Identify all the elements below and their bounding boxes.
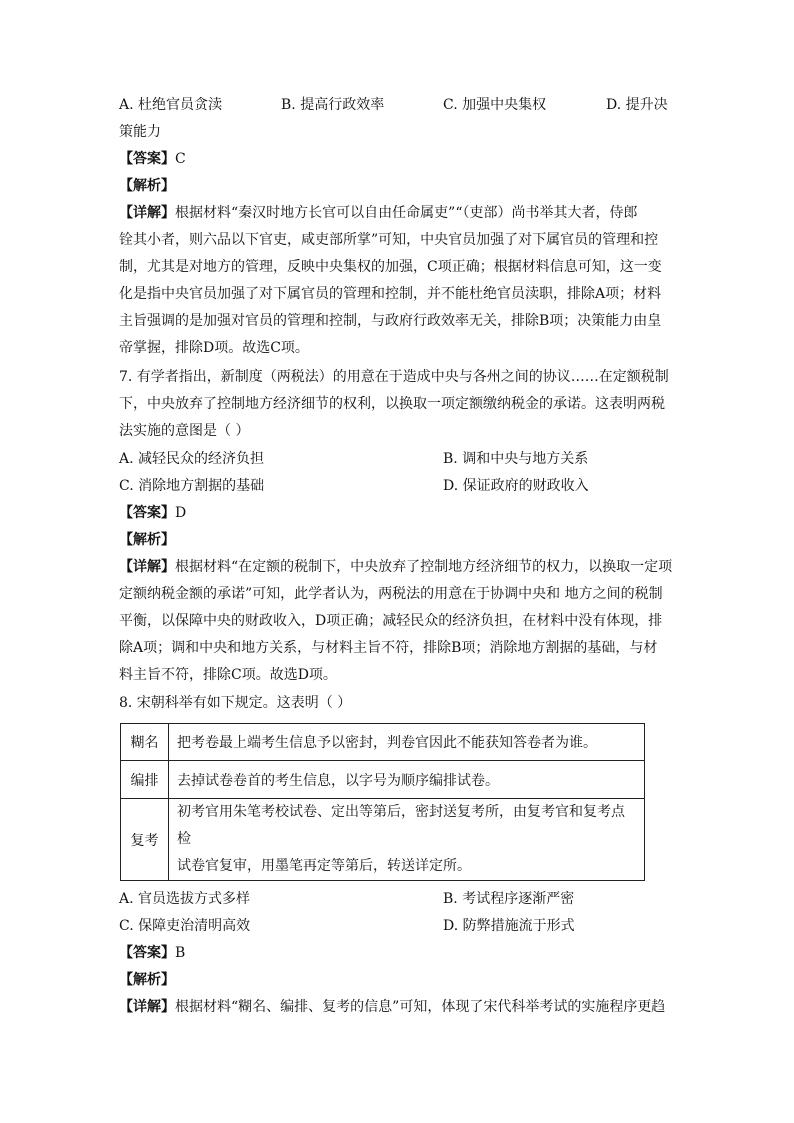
answer-value: B xyxy=(175,945,186,961)
answer-value: D xyxy=(175,505,187,521)
q7-option-b: B. 调和中央与地方关系 xyxy=(443,451,589,467)
q7-option-c: C. 消除地方割据的基础 xyxy=(119,478,265,494)
table-row xyxy=(121,761,645,799)
q8-option-c: C. 保障吏治清明高效 xyxy=(119,918,251,934)
q6-answer xyxy=(119,148,675,170)
detail-tag: 【详解】 xyxy=(119,559,175,575)
q7-stem-line-2: 下，中央放弃了控制地方经济细节的权利，以换取一项定额缴纳税金的承诺。这表明两税 xyxy=(119,396,665,412)
table-label-cell: 编排 xyxy=(121,761,169,799)
q7-analysis-tag: 【解析】 xyxy=(119,532,175,548)
q6-option-d: D. 提升决 xyxy=(606,97,668,113)
q8-answer xyxy=(119,942,675,964)
detail-tag: 【详解】 xyxy=(119,205,175,221)
table-label-cell: 复考 xyxy=(121,799,169,881)
q6-detail-line-5: 主旨强调的是加强对官员的管理和控制，与政府行政效率无关，排除B项；决策能力由皇 xyxy=(119,313,662,329)
q7-option-d: D. 保证政府的财政收入 xyxy=(443,478,589,494)
q8-option-b: B. 考试程序逐渐严密 xyxy=(443,891,575,907)
q6-detail-line-4: 化是指中央官员加强了对下属官员的管理和控制，并不能杜绝官员渎职，排除A项；材料 xyxy=(119,286,662,302)
q8-option-d: D. 防弊措施流于形式 xyxy=(443,918,575,934)
q6-detail-line-3: 制，尤其是对地方的管理，反映中央集权的加强，C项正确；根据材料信息可知，这一变 xyxy=(119,259,662,275)
answer-tag: 【答案】 xyxy=(119,151,175,167)
table-content-cell: 把考卷最上端考生信息予以密封，判卷官因此不能获知答卷者为谁。 xyxy=(169,724,645,761)
q7-answer xyxy=(119,502,675,524)
detail-tag: 【详解】 xyxy=(119,999,175,1015)
q7-detail-line-4: 除A项；调和中央和地方关系，与材料主旨不符，排除B项；消除地方割据的基础，与材 xyxy=(119,640,658,656)
q8-detail-line-1: 【详解】根据材料“糊名、编排、复考的信息”可知，体现了宋代科举考试的实施程序更趋 xyxy=(119,999,666,1015)
q6-option-c: C. 加强中央集权 xyxy=(443,97,547,113)
q7-detail-line-5: 料主旨不符，排除C项。故选D项。 xyxy=(119,667,337,683)
q6-option-a: A. 杜绝官员贪渎 xyxy=(119,97,223,113)
keju-rules-table xyxy=(120,723,645,881)
q6-option-d-continued: 策能力 xyxy=(119,124,161,140)
q6-detail-line-2: 铨其小者，则六品以下官吏，咸吏部所掌”可知，中央官员加强了对下属官员的管理和控 xyxy=(119,232,659,248)
table-label-cell: 糊名 xyxy=(121,724,169,761)
answer-tag: 【答案】 xyxy=(119,945,175,961)
q6-analysis-tag: 【解析】 xyxy=(119,178,175,194)
answer-tag: 【答案】 xyxy=(119,505,175,521)
table-row xyxy=(121,724,645,761)
q7-detail-line-1: 【详解】根据材料“在定额的税制下，中央放弃了控制地方经济细节的权力，以换取一定项 xyxy=(119,559,673,575)
q7-option-a: A. 减轻民众的经济负担 xyxy=(119,451,265,467)
q6-detail-line-1: 【详解】根据材料“秦汉时地方长官可以自由任命属吏”“（吏部）尚书举其大者，侍郎 xyxy=(119,205,638,221)
q7-detail-line-2: 定额纳税金额的承诺”可知，此学者认为，两税法的用意在于协调中央和 地方之间的税制 xyxy=(119,586,663,602)
table-row xyxy=(121,799,645,881)
q6-option-b: B. 提高行政效率 xyxy=(281,97,385,113)
q8-stem: 8. 宋朝科举有如下规定。这表明（ ） xyxy=(119,695,352,711)
answer-value: C xyxy=(175,151,186,167)
q7-stem-line-3: 法实施的意图是（ ） xyxy=(119,423,250,439)
q7-detail-line-3: 平衡，以保障中央的财政收入，D项正确；减轻民众的经济负担，在材料中没有体现，排 xyxy=(119,613,663,629)
q8-analysis-tag: 【解析】 xyxy=(119,972,175,988)
table-content-cell: 初考官用朱笔考校试卷、定出等第后，密封送复考所，由复考官和复考点检 试卷官复审，用墨笔再定等第后，转送详定所。 xyxy=(169,799,645,881)
q7-stem-line-1: 7. 有学者指出，新制度（两税法）的用意在于造成中央与各州之间的协议……在定额税制 xyxy=(119,369,669,385)
q6-detail-line-6: 帝掌握，排除D项。故选C项。 xyxy=(119,340,309,356)
table-content-cell: 去掉试卷卷首的考生信息，以字号为顺序编排试卷。 xyxy=(169,761,645,799)
q8-option-a: A. 官员选拔方式多样 xyxy=(119,891,251,907)
